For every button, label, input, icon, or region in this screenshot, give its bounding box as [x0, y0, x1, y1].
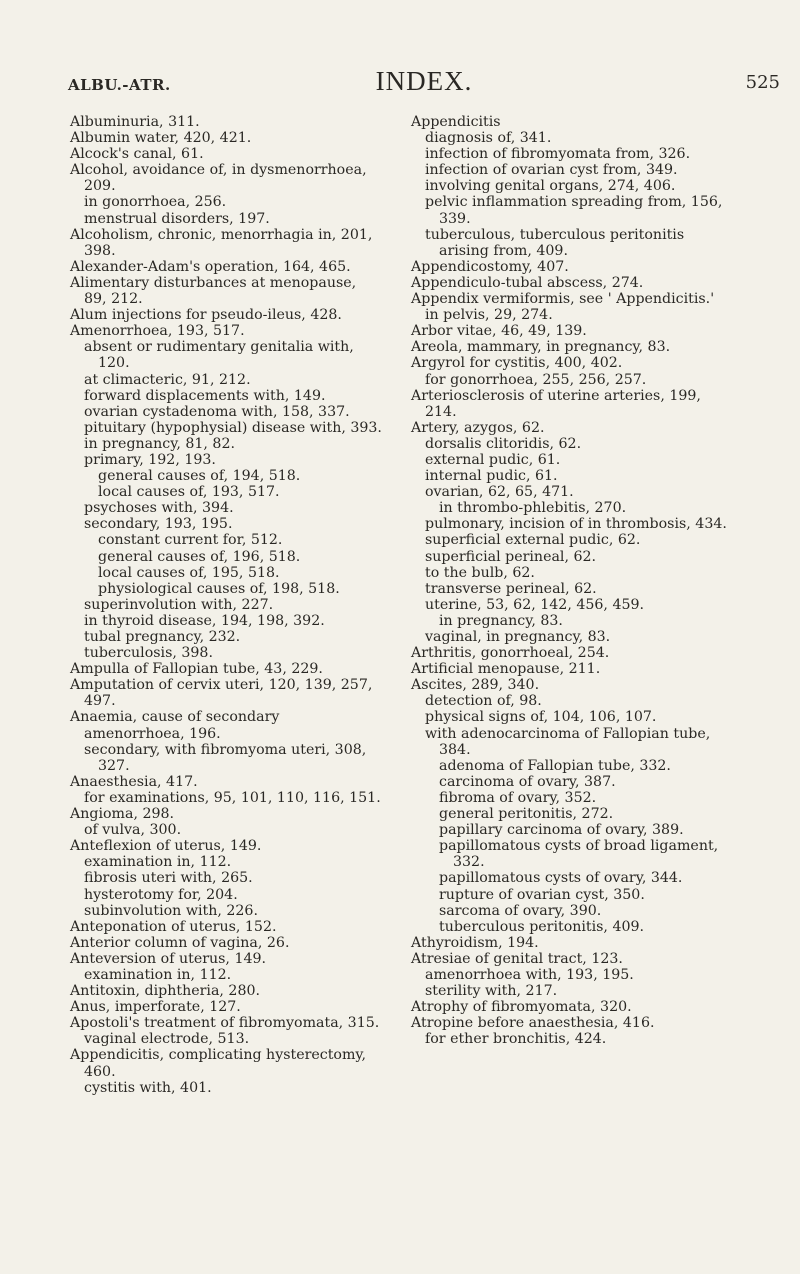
index-entry: diagnosis of, 341.: [425, 130, 552, 147]
index-entry: for ether bronchitis, 424.: [425, 1031, 607, 1048]
index-entry: carcinoma of ovary, 387.: [439, 773, 616, 790]
index-entry: Ascites, 289, 340.: [411, 677, 540, 694]
index-entry: ovarian, 62, 65, 471.: [425, 484, 574, 501]
index-entry: secondary, with fibromyoma uteri, 308, 327.: [84, 741, 367, 774]
index-entry: dorsalis clitoridis, 62.: [425, 435, 582, 452]
index-entry: superinvolution with, 227.: [84, 596, 274, 613]
index-entry: Antitoxin, diphtheria, 280.: [70, 983, 261, 1000]
index-entry: Alimentary disturbances at menopause, 89, 212.: [70, 274, 357, 308]
index-entry: Atresiae of genital tract, 123.: [411, 950, 623, 967]
index-entry: tuberculous peritonitis, 409.: [439, 918, 645, 935]
index-entry: Appendicitis: [411, 114, 501, 130]
index-entry: Anterior column of vagina, 26.: [70, 934, 290, 951]
index-entry: adenoma of Fallopian tube, 332.: [439, 757, 671, 774]
index-entry: Atrophy of fibromyomata, 320.: [411, 999, 632, 1016]
index-column-left: [70, 114, 382, 1096]
index-entry: local causes of, 195, 518.: [98, 564, 280, 581]
index-entry: cystitis with, 401.: [84, 1079, 212, 1096]
index-entry: at climacteric, 91, 212.: [84, 371, 251, 388]
index-entry: in gonorrhoea, 256.: [84, 194, 227, 211]
index-entry: tuberculous, tuberculous peritonitis arising from, 409.: [425, 226, 685, 259]
index-entry: Anteponation of uterus, 152.: [70, 918, 277, 935]
index-entry: ovarian cystadenoma with, 158, 337.: [84, 403, 350, 420]
index-entry: Amputation of cervix uteri, 120, 139, 257, 497.: [70, 677, 373, 710]
index-entry: Angioma, 298.: [70, 806, 175, 823]
index-entry: physiological causes of, 198, 518.: [98, 580, 340, 597]
index-entry: pituitary (hypophysial) disease with, 393.: [84, 419, 382, 436]
index-entry: menstrual disorders, 197.: [84, 210, 270, 227]
index-entry: Alcock's canal, 61.: [70, 146, 204, 163]
index-entry: absent or rudimentary genitalia with, 120.: [84, 339, 354, 372]
index-entry: tubal pregnancy, 232.: [84, 629, 241, 645]
index-entry: Appendicitis, complicating hysterectomy, 460.: [70, 1047, 367, 1080]
index-entry: examination in, 112.: [84, 854, 232, 871]
index-entry: Arbor vitae, 46, 49, 139.: [411, 323, 587, 340]
index-entry: fibroma of ovary, 352.: [439, 789, 597, 806]
index-entry: Anteversion of uterus, 149.: [70, 950, 267, 967]
index-entry: Appendicostomy, 407.: [411, 258, 569, 275]
index-entry: Anaesthesia, 417.: [70, 773, 198, 790]
index-entry: vaginal, in pregnancy, 83.: [425, 629, 611, 645]
index-entry: general causes of, 194, 518.: [98, 468, 301, 485]
index-entry: Arthritis, gonorrhoeal, 254.: [411, 645, 610, 662]
index-entry: psychoses with, 394.: [84, 500, 234, 517]
index-entry: tuberculosis, 398.: [84, 645, 213, 662]
index-entry: detection of, 98.: [425, 693, 542, 710]
index-entry: internal pudic, 61.: [425, 468, 558, 485]
index-entry: transverse perineal, 62.: [425, 580, 597, 597]
page-number: 525: [745, 72, 780, 93]
index-entry: for examinations, 95, 101, 110, 116, 151.: [84, 789, 381, 806]
index-entry: Apostoli's treatment of fibromyomata, 315.: [70, 1015, 380, 1032]
index-entry: Ampulla of Fallopian tube, 43, 229.: [70, 661, 323, 678]
index-entry: vaginal electrode, 513.: [84, 1031, 250, 1048]
index-entry: Anteflexion of uterus, 149.: [70, 838, 262, 855]
index-entry: amenorrhoea with, 193, 195.: [425, 966, 634, 983]
index-entry: superficial perineal, 62.: [425, 548, 597, 565]
index-entry: Alexander-Adam's operation, 164, 465.: [70, 258, 351, 275]
index-entry: Anaemia, cause of secondary amenorrhoea, 196.: [70, 709, 280, 742]
index-entry: papillomatous cysts of ovary, 344.: [439, 870, 683, 887]
index-entry: general peritonitis, 272.: [439, 806, 614, 823]
index-entry: pulmonary, incision of in thrombosis, 434.: [425, 516, 727, 533]
index-entry: to the bulb, 62.: [425, 564, 535, 581]
index-entry: examination in, 112.: [84, 966, 232, 983]
header-title: INDEX.: [375, 66, 473, 96]
index-entry: papillary carcinoma of ovary, 389.: [439, 822, 684, 839]
index-entry: sarcoma of ovary, 390.: [439, 902, 602, 919]
index-entry: Alcohol, avoidance of, in dysmenorrhoea, 209.: [70, 162, 367, 195]
index-entry: fibrosis uteri with, 265.: [84, 870, 253, 887]
index-entry: of vulva, 300.: [84, 822, 182, 839]
index-entry: papillomatous cysts of broad ligament, 332.: [439, 838, 719, 871]
index-entry: Artery, azygos, 62.: [411, 419, 545, 436]
index-entry: Alcoholism, chronic, menorrhagia in, 201, 398.: [70, 226, 373, 259]
index-entry: Appendix vermiformis, see ' Appendicitis.': [411, 291, 715, 308]
index-entry: Artificial menopause, 211.: [411, 661, 601, 678]
index-entry: general causes of, 196, 518.: [98, 548, 301, 565]
index-entry: superficial external pudic, 62.: [425, 532, 641, 549]
index-entry: in thrombo-phlebitis, 270.: [439, 500, 627, 517]
index-entry: subinvolution with, 226.: [84, 902, 258, 919]
index-entry: in pregnancy, 81, 82.: [84, 435, 235, 452]
index-entry: Arteriosclerosis of uterine arteries, 199, 214.: [411, 387, 701, 420]
index-entry: with adenocarcinoma of Fallopian tube, 384.: [425, 725, 711, 758]
index-entry: infection of fibromyomata from, 326.: [425, 146, 691, 163]
index-column-right: [411, 114, 729, 1047]
index-entry: Anus, imperforate, 127.: [70, 999, 241, 1016]
index-entry: Atropine before anaesthesia, 416.: [411, 1015, 655, 1032]
index-entry: hysterotomy for, 204.: [84, 886, 238, 903]
header-range: ALBU.-ATR.: [68, 76, 171, 94]
index-entry: involving genital organs, 274, 406.: [425, 178, 676, 195]
index-entry: uterine, 53, 62, 142, 456, 459.: [425, 596, 645, 613]
index-entry: local causes of, 193, 517.: [98, 484, 280, 501]
index-entry: Areola, mammary, in pregnancy, 83.: [411, 339, 671, 356]
index-entry: external pudic, 61.: [425, 451, 561, 468]
index-entry: Albumin water, 420, 421.: [70, 130, 252, 147]
index-entry: in pelvis, 29, 274.: [425, 307, 553, 324]
index-entry: in thyroid disease, 194, 198, 392.: [84, 612, 325, 629]
index-entry: Appendiculo-tubal abscess, 274.: [411, 274, 644, 291]
index-entry: Argyrol for cystitis, 400, 402.: [411, 355, 623, 372]
index-entry: pelvic inflammation spreading from, 156, 339.: [425, 194, 723, 227]
index-entry: Amenorrhoea, 193, 517.: [70, 323, 245, 340]
index-entry: in pregnancy, 83.: [439, 612, 563, 629]
index-entry: Albuminuria, 311.: [70, 114, 200, 130]
index-entry: primary, 192, 193.: [84, 451, 216, 468]
index-entry: Alum injections for pseudo-ileus, 428.: [70, 307, 342, 324]
index-entry: constant current for, 512.: [98, 532, 283, 549]
index-entry: Athyroidism, 194.: [411, 934, 539, 951]
index-entry: infection of ovarian cyst from, 349.: [425, 162, 678, 179]
index-entry: rupture of ovarian cyst, 350.: [439, 886, 645, 903]
index-entry: secondary, 193, 195.: [84, 516, 233, 533]
index-entry: sterility with, 217.: [425, 983, 558, 1000]
running-head: [68, 66, 780, 102]
index-entry: forward displacements with, 149.: [84, 387, 326, 404]
index-entry: physical signs of, 104, 106, 107.: [425, 709, 657, 726]
index-entry: for gonorrhoea, 255, 256, 257.: [425, 371, 647, 388]
